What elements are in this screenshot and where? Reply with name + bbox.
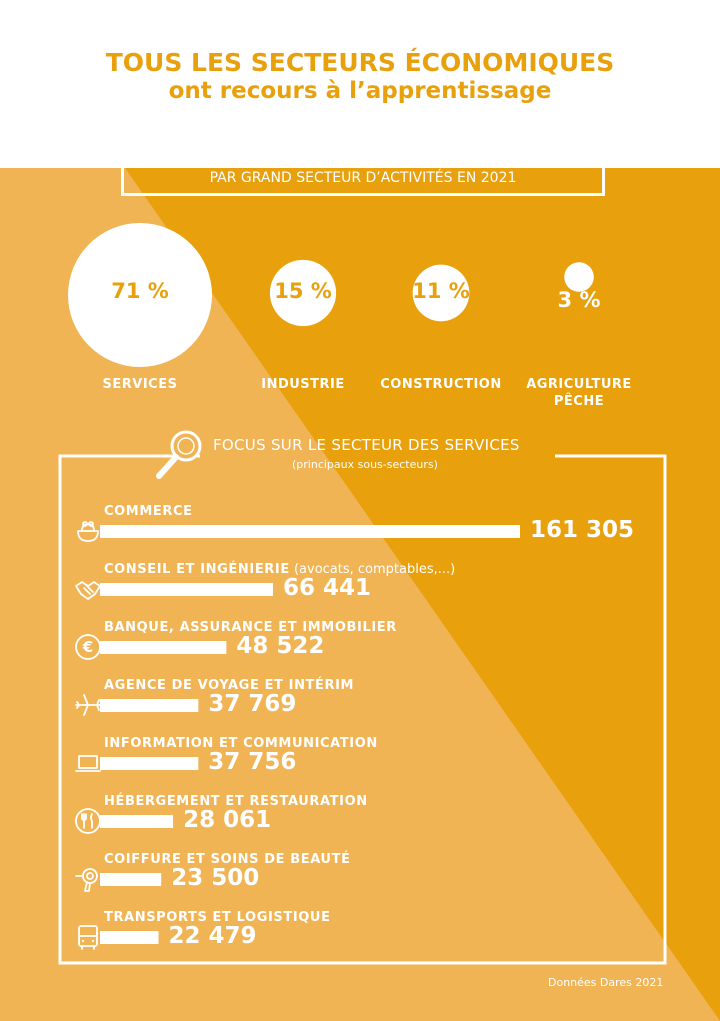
chart-title-line1: LA RÉPARTITION DES CONTRATS (250, 152, 476, 168)
bar-value-row-4: 37 769 (208, 691, 297, 717)
main-title: TOUS LES SECTEURS ÉCONOMIQUES (105, 48, 615, 77)
airplane-icon (73, 690, 103, 720)
bubble-value-agriculture: 3 % (557, 288, 601, 312)
laptop-icon (73, 748, 103, 778)
bar-row-4 (100, 699, 198, 712)
bar-category-row-5: INFORMATION ET COMMUNICATION (104, 736, 378, 751)
sector-label-construction: CONSTRUCTION (380, 377, 502, 392)
bubble-value-construction: 11 % (412, 279, 470, 303)
chart-title-line2: PAR GRAND SECTEUR D’ACTIVITÉS EN 2021 (209, 170, 517, 186)
bar-category-row-1: COMMERCE (104, 504, 193, 519)
bar-category-row-7: COIFFURE ET SOINS DE BEAUTÉ (104, 852, 351, 867)
bar-row-3 (100, 641, 226, 654)
bar-label-row-1 (104, 504, 193, 519)
sector-label-services: SERVICES (102, 377, 178, 392)
bar-row-6 (100, 815, 173, 828)
bar-category-row-8: TRANSPORTS ET LOGISTIQUE (104, 910, 331, 925)
bubble-value-industrie: 15 % (274, 279, 332, 303)
svg-text:€: € (82, 638, 94, 656)
bar-category-row-2: CONSEIL ET INGÉNIERIE (104, 562, 290, 577)
bar-row-8 (100, 931, 159, 944)
source-note: Données Dares 2021 (548, 976, 664, 989)
bar-value-row-6: 28 061 (183, 807, 272, 833)
bar-category-row-6: HÉBERGEMENT ET RESTAURATION (104, 794, 368, 809)
handshake-icon (73, 574, 103, 604)
bar-category-row-3: BANQUE, ASSURANCE ET IMMOBILIER (104, 620, 397, 635)
bubble-value-services: 71 % (111, 279, 169, 303)
bar-label-row-2 (104, 562, 455, 577)
bar-value-row-3: 48 522 (236, 633, 325, 659)
main-subtitle: ont recours à l’apprentissage (168, 78, 552, 104)
bar-value-row-1: 161 305 (530, 517, 635, 543)
bar-row-7 (100, 873, 161, 886)
bar-row-5 (100, 757, 198, 770)
cutlery-icon (73, 806, 103, 836)
bus-icon (73, 922, 103, 952)
purse-icon (73, 516, 103, 546)
bar-value-row-7: 23 500 (171, 865, 260, 891)
sector-label-agriculture: AGRICULTURE PÊCHE (526, 377, 632, 409)
bar-value-row-8: 22 479 (168, 923, 257, 949)
bar-value-row-2: 66 441 (282, 575, 372, 601)
chart-title-box (121, 140, 605, 196)
focus-title: FOCUS SUR LE SECTEUR DES SERVICES (213, 436, 520, 454)
bar-value-row-5: 37 756 (208, 749, 297, 775)
bar-row-2 (100, 583, 273, 596)
bar-row-1 (100, 525, 520, 538)
focus-subtitle: (principaux sous-secteurs) (292, 458, 438, 471)
bar-note-row-2: (avocats, comptables,...) (289, 562, 456, 577)
euro-icon (73, 632, 103, 662)
hairdryer-icon (73, 864, 103, 894)
bar-category-row-4: AGENCE DE VOYAGE ET INTÉRIM (104, 678, 355, 693)
sector-label-industrie: INDUSTRIE (261, 377, 345, 392)
